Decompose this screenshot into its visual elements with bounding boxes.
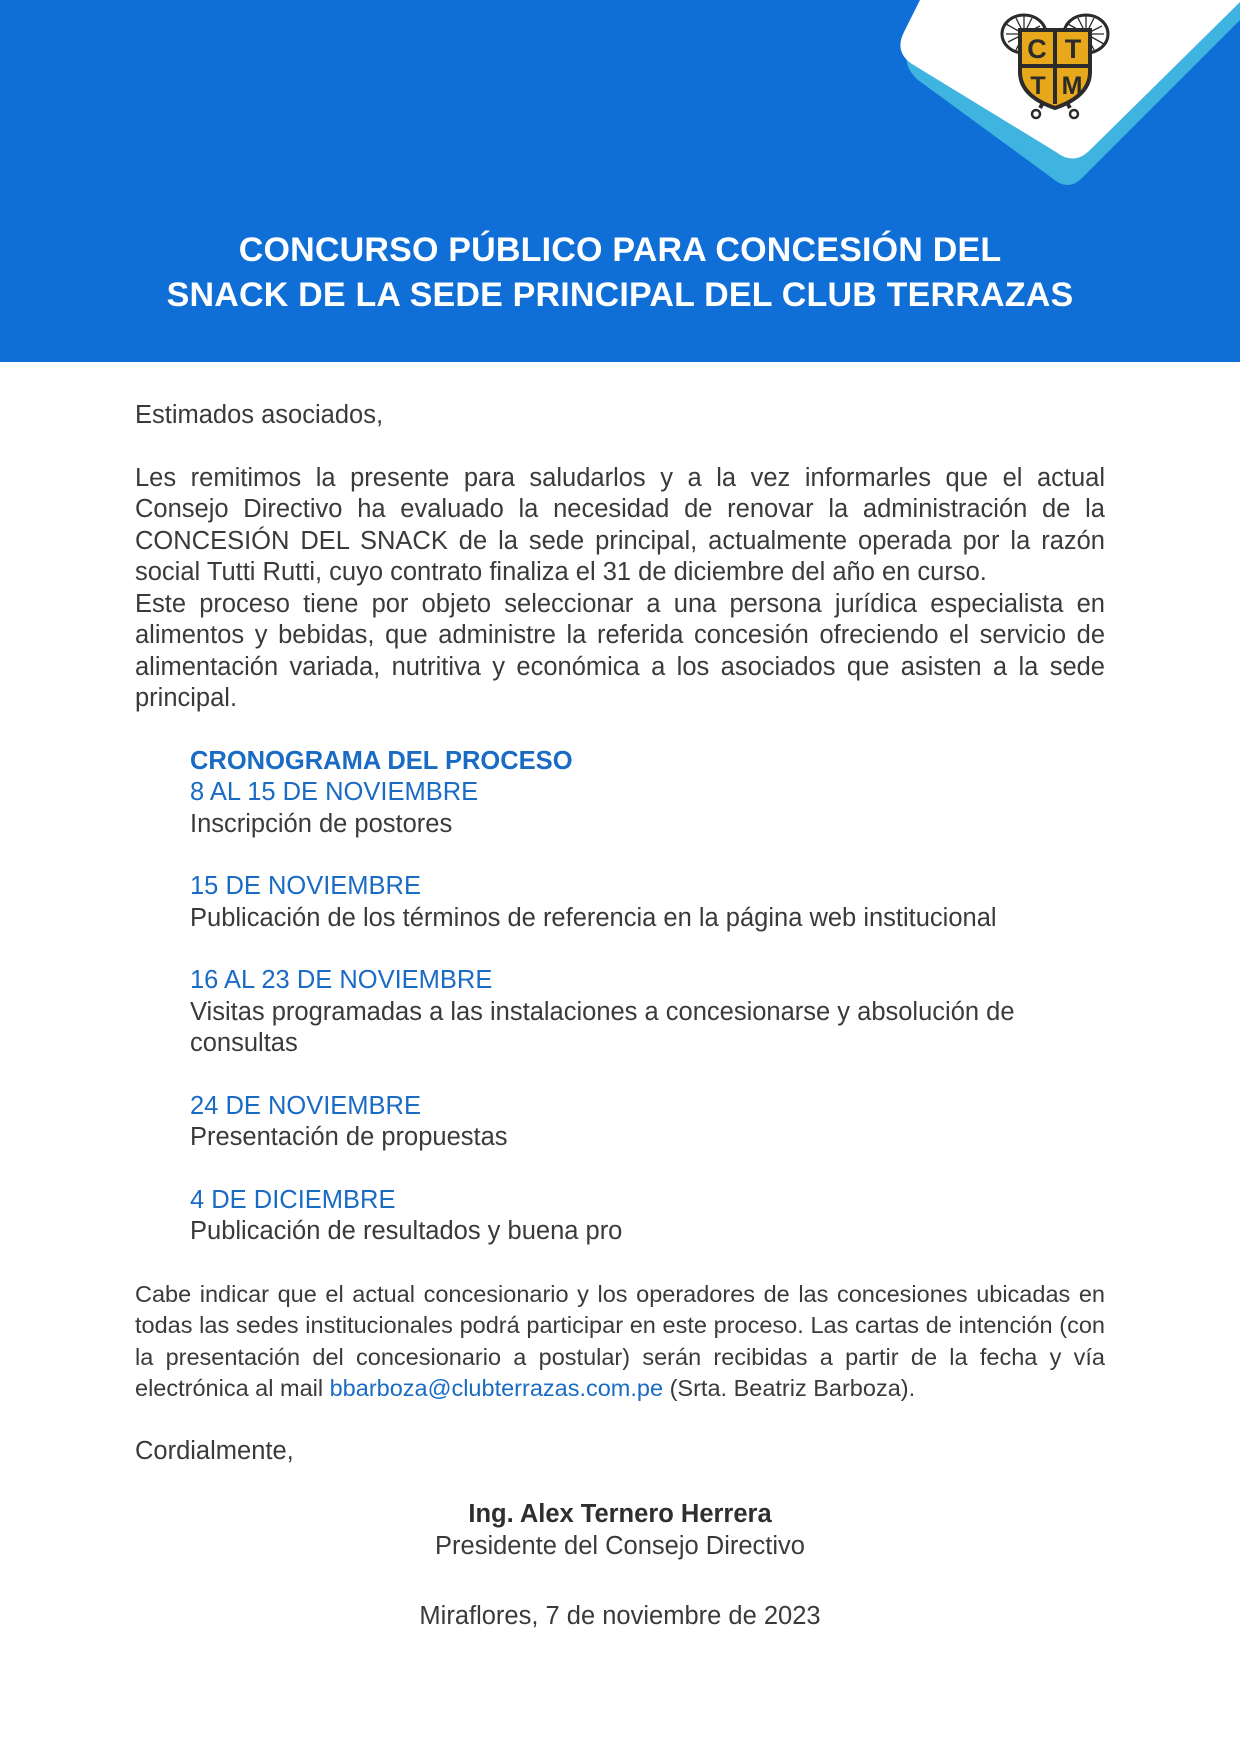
logo-letter-t1: T: [1064, 34, 1082, 64]
schedule-date: 16 AL 23 DE NOVIEMBRE: [190, 966, 493, 994]
logo-letter-t2: T: [1030, 72, 1046, 100]
schedule-description: Publicación de resultados y buena pro: [190, 1217, 623, 1245]
letter-body: [135, 400, 1105, 1633]
schedule-description: Publicación de los términos de referencia en la página web institucional: [190, 903, 997, 932]
signatory-role: Presidente del Consejo Directivo: [435, 1531, 805, 1560]
header-banner: [0, 0, 1240, 362]
signatory-name: Ing. Alex Ternero Herrera: [468, 1500, 772, 1528]
schedule-heading: CRONOGRAMA DEL PROCESO: [190, 746, 573, 775]
schedule-date: 4 DE DICIEMBRE: [190, 1185, 396, 1214]
signature-block: [135, 1499, 1105, 1562]
schedule-description: Visitas programadas a las instalaciones a concesionarse y absolución de consultas: [190, 997, 1015, 1057]
page-title: [0, 228, 1240, 318]
schedule-description: Presentación de propuestas: [190, 1123, 508, 1151]
logo-letter-c: C: [1027, 34, 1047, 64]
schedule-item: [190, 1185, 1105, 1248]
title-line-2: SNACK DE LA SEDE PRINCIPAL DEL CLUB TERRAZAS: [166, 276, 1074, 314]
schedule-date: 24 DE NOVIEMBRE: [190, 1091, 421, 1120]
sign-off: Cordialmente,: [135, 1436, 294, 1465]
schedule-date: 8 AL 15 DE NOVIEMBRE: [190, 778, 479, 806]
closing-text-before: Cabe indicar que el actual concesionario y los operadores de las concesiones ubicadas en todas las sedes institucionales podrá participar en este proceso. Las cartas de intención (con la presentación del concesionario a postular) serán recibidas a partir de la fecha y vía electrónica al mail: [135, 1280, 1105, 1401]
schedule-item: [190, 965, 1105, 1060]
contact-email-link[interactable]: bbarboza@clubterrazas.com.pe: [329, 1375, 664, 1401]
closing-text-after: (Srta. Beatriz Barboza).: [663, 1375, 916, 1401]
place-and-date: Miraflores, 7 de noviembre de 2023: [419, 1602, 821, 1630]
schedule-item: [190, 777, 1105, 840]
schedule-item: [190, 871, 1105, 934]
closing-paragraph: [135, 1279, 1105, 1405]
schedule-description: Inscripción de postores: [190, 809, 453, 838]
schedule-item: [190, 1091, 1105, 1154]
greeting: Estimados asociados,: [135, 401, 384, 429]
schedule-section: [190, 746, 1105, 1248]
schedule-date: 15 DE NOVIEMBRE: [190, 872, 421, 900]
title-line-1: CONCURSO PÚBLICO PARA CONCESIÓN DEL: [238, 231, 1002, 269]
logo-letter-m: M: [1061, 72, 1083, 100]
purpose-paragraph: Este proceso tiene por objeto seleccionar a una persona jurídica especialista en alimentos y bebidas, que administre la referida concesión ofreciendo el servicio de alimentación variada, nutritiva y económica a los asociados que asisten a la sede principal.: [135, 589, 1105, 712]
intro-paragraph: Les remitimos la presente para saludarlos y a la vez informarles que el actual Consejo Directivo ha evaluado la necesidad de renovar la administración de la CONCESIÓN DEL SNACK de la sede principal, actualmente operada por la razón social Tutti Rutti, cuyo contrato finaliza el 31 de diciembre del año en curso.: [135, 463, 1105, 586]
club-logo: [996, 12, 1114, 120]
